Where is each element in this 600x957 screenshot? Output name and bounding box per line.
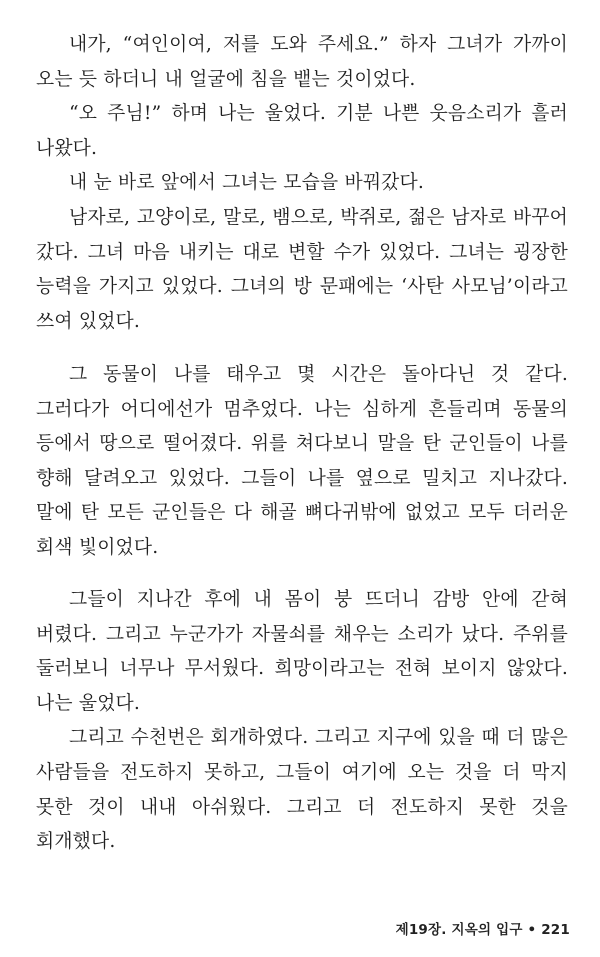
paragraph: 그리고 수천번은 회개하였다. 그리고 지구에 있을 때 더 많은 사람들을 전도하지 못하고, 그들이 여기에 오는 것을 더 막지 못한 것이 내내 아쉬웠다. 그리고 더 전도하지 못한 것을 회개했다.	[36, 727, 568, 853]
paragraph: 내 눈 바로 앞에서 그녀는 모습을 바꿔갔다.	[69, 172, 425, 194]
running-footer: 제19장. 지옥의 입구 • 221	[395, 922, 570, 938]
paragraph: 내가, “여인이여, 저를 도와 주세요.” 하자 그녀가 가까이 오는 듯 하더니 내 얼굴에 침을 뱉는 것이었다.	[36, 34, 568, 90]
paragraph: “오 주님!” 하며 나는 울었다. 기분 나쁜 웃음소리가 흘러 나왔다.	[36, 103, 568, 159]
text-section-1	[36, 28, 568, 339]
text-section-2	[36, 358, 568, 566]
paragraph: 그 동물이 나를 태우고 몇 시간은 돌아다닌 것 같다. 그러다가 어디에선가 멈추었다. 나는 심하게 흔들리며 동물의 등에서 땅으로 떨어졌다. 위를 쳐다보니 말을 탄 군인들이 나를 향해 달려오고 있었다. 그들이 나를 옆으로 밀치고 지나갔다. 말에 탄 모든 군인들은 다 해골 뼈다귀밖에 없었고 모두 더러운 회색 빛이었다.	[36, 364, 568, 558]
paragraph: 그들이 지나간 후에 내 몸이 붕 뜨더니 감방 안에 갇혀 버렸다. 그리고 누군가가 자물쇠를 채우는 소리가 났다. 주위를 둘러보니 너무나 무서웠다. 희망이라고는 전혀 보이지 않았다. 나는 울었다.	[36, 589, 568, 714]
paragraph: 남자로, 고양이로, 말로, 뱀으로, 박쥐로, 젊은 남자로 바꾸어 갔다. 그녀 마음 내키는 대로 변할 수가 있었다. 그녀는 굉장한 능력을 가지고 있었다. 그녀의 방 문패에는 ‘사탄 사모님’이라고 쓰여 있었다.	[36, 206, 568, 332]
text-section-3	[36, 583, 568, 860]
